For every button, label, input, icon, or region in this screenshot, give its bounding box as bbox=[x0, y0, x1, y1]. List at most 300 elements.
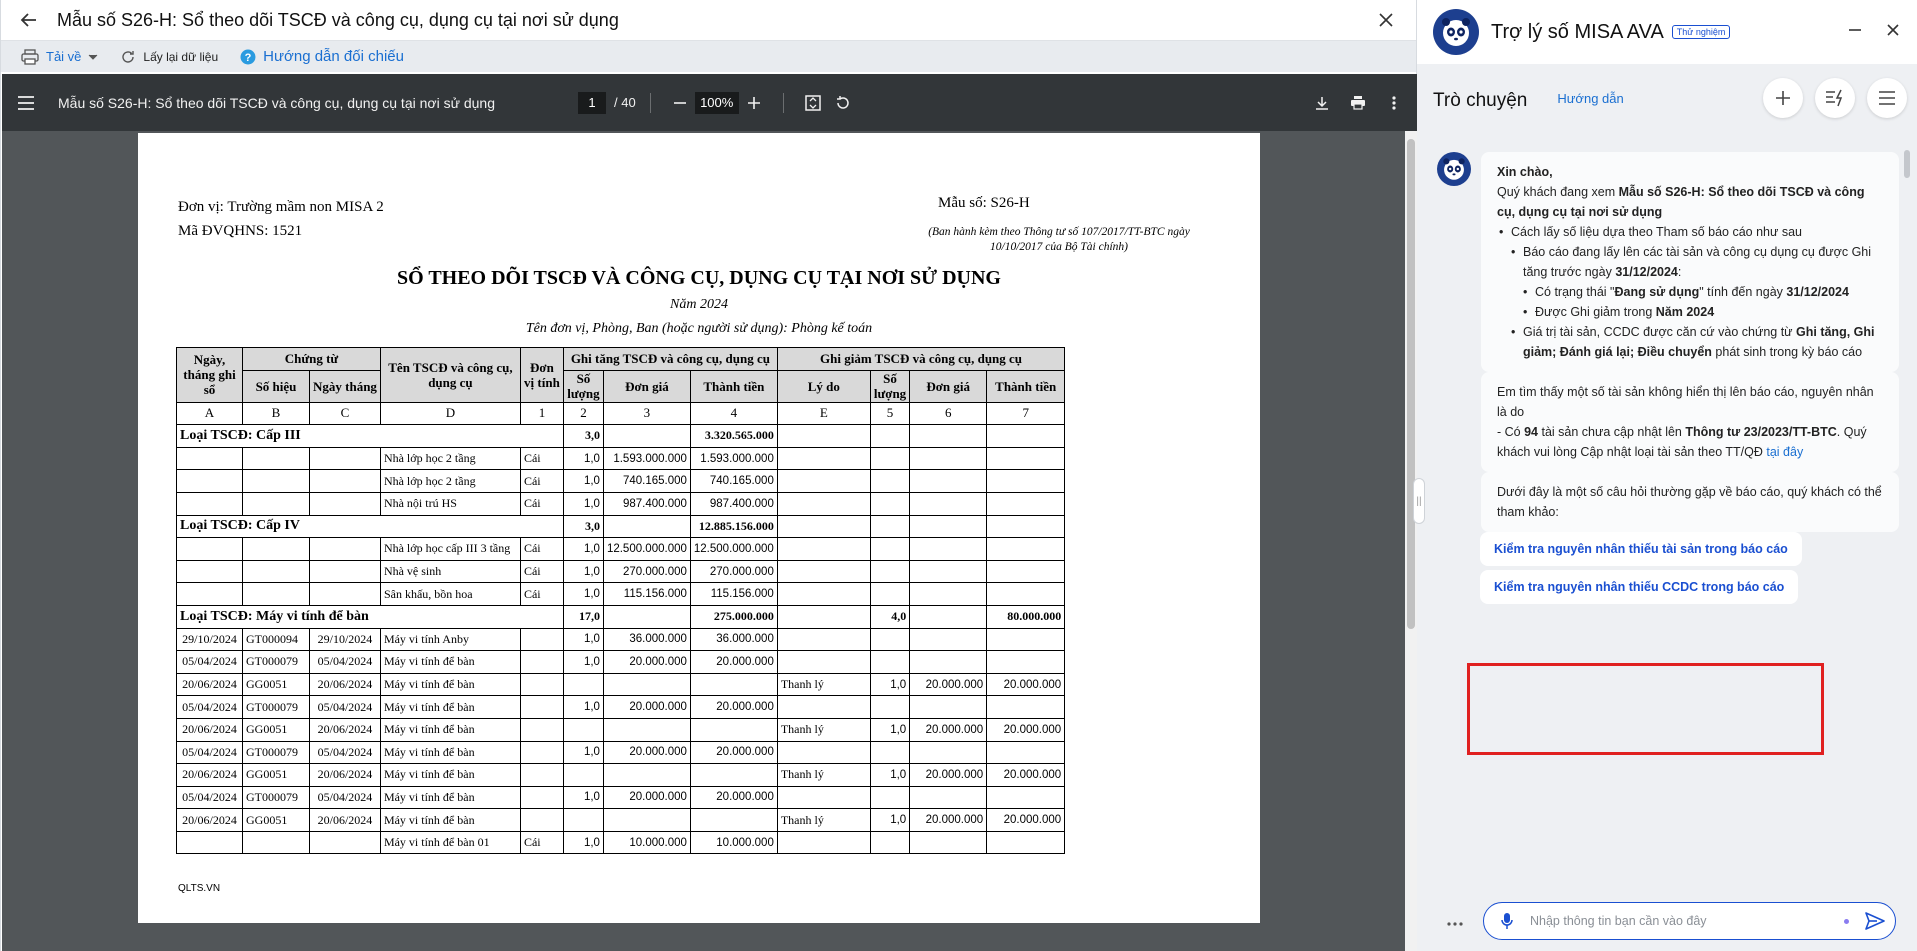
cell-inc-price: 1.593.000.000 bbox=[603, 447, 690, 470]
cell-inc-amount: 115.156.000 bbox=[690, 583, 777, 606]
column-code: 4 bbox=[690, 402, 777, 425]
faq-intro: Dưới đây là một số câu hỏi thường gặp về báo cáo, quý khách có thể tham khảo: bbox=[1497, 485, 1882, 519]
cell-inc-price bbox=[603, 605, 690, 628]
more-options-button[interactable] bbox=[1435, 904, 1475, 944]
cell-dec-qty bbox=[870, 696, 909, 719]
download-button[interactable] bbox=[21, 49, 98, 65]
form-note-line-1: (Ban hành kèm theo Thông tư số 107/2017/TT-BTC ngày bbox=[928, 226, 1190, 238]
cell-dec-amount bbox=[987, 651, 1065, 674]
title-bar bbox=[1, 0, 1416, 40]
column-code: 2 bbox=[563, 402, 603, 425]
cell-inc-price: 36.000.000 bbox=[603, 628, 690, 651]
cell-reason bbox=[777, 831, 870, 854]
cell-dec-amount bbox=[987, 470, 1065, 493]
col-header-dec-amount: Thành tiền bbox=[987, 370, 1065, 402]
cell-dec-qty bbox=[870, 492, 909, 515]
table-header-row bbox=[177, 348, 1065, 371]
cell-reason bbox=[777, 583, 870, 606]
column-code: 1 bbox=[520, 402, 563, 425]
cell-inc-amount bbox=[690, 718, 777, 741]
assistant-avatar bbox=[1433, 9, 1479, 55]
explanation-list bbox=[1497, 222, 1883, 362]
help-circle-icon bbox=[240, 49, 256, 65]
cell-date: 29/10/2024 bbox=[177, 628, 243, 651]
table-row bbox=[177, 492, 1065, 515]
cell-dec-price bbox=[910, 696, 987, 719]
cell-dec-amount bbox=[987, 538, 1065, 561]
cell-date bbox=[177, 470, 243, 493]
cell-voucher-date bbox=[310, 470, 381, 493]
cell-inc-price: 20.000.000 bbox=[603, 696, 690, 719]
cell-date: 20/06/2024 bbox=[177, 764, 243, 787]
cell-voucher-no bbox=[243, 492, 310, 515]
cell-voucher-date: 29/10/2024 bbox=[310, 628, 381, 651]
cell-date bbox=[177, 560, 243, 583]
cell-dec-qty: 4,0 bbox=[870, 605, 909, 628]
cell-inc-qty: 1,0 bbox=[563, 492, 603, 515]
page-total: / 40 bbox=[614, 95, 636, 110]
assistant-close-button[interactable] bbox=[1881, 18, 1905, 42]
cell-date: 20/06/2024 bbox=[177, 809, 243, 832]
list-item: • Có trạng thái "Đang sử dụng" tính đến ngày 31/12/2024 bbox=[1521, 282, 1883, 302]
cell-reason bbox=[777, 696, 870, 719]
chat-message-input[interactable] bbox=[1530, 914, 1830, 928]
cell-inc-qty: 1,0 bbox=[563, 696, 603, 719]
reload-data-label: Lấy lại dữ liệu bbox=[143, 49, 219, 64]
cell-inc-qty: 1,0 bbox=[563, 560, 603, 583]
col-header-unit: Đơn vị tính bbox=[520, 348, 563, 403]
col-header-voucher: Chứng từ bbox=[243, 348, 381, 371]
cell-inc-qty: 1,0 bbox=[563, 447, 603, 470]
cell-asset-name: Máy vi tính để bàn bbox=[380, 741, 520, 764]
column-code: 6 bbox=[910, 402, 987, 425]
download-icon bbox=[1315, 96, 1329, 110]
pdf-more-button[interactable] bbox=[1379, 88, 1409, 118]
cell-voucher-date bbox=[310, 447, 381, 470]
cell-dec-qty bbox=[870, 786, 909, 809]
assistant-header bbox=[1417, 0, 1917, 64]
list-bolt-icon bbox=[1825, 89, 1845, 107]
rotate-icon bbox=[835, 95, 851, 111]
pdf-scrollbar-thumb[interactable] bbox=[1407, 139, 1415, 629]
cell-unit bbox=[520, 764, 563, 787]
unit-line: Đơn vị: Trường mầm non MISA 2 bbox=[178, 199, 384, 215]
table-row bbox=[177, 651, 1065, 674]
cell-inc-price bbox=[603, 673, 690, 696]
col-header-decrease: Ghi giảm TSCĐ và công cụ, dụng cụ bbox=[777, 348, 1064, 371]
cell-inc-amount: 987.400.000 bbox=[690, 492, 777, 515]
quick-actions-button[interactable] bbox=[1815, 78, 1855, 118]
unit-code-line: Mã ĐVQHNS: 1521 bbox=[178, 223, 303, 239]
table-row bbox=[177, 809, 1065, 832]
rotate-button[interactable] bbox=[828, 88, 858, 118]
pdf-actions bbox=[1307, 74, 1409, 131]
cell-dec-price bbox=[910, 470, 987, 493]
cell-date: 20/06/2024 bbox=[177, 673, 243, 696]
column-code: D bbox=[380, 402, 520, 425]
cell-dec-price bbox=[910, 447, 987, 470]
bot-message bbox=[1481, 152, 1899, 372]
cell-inc-price: 20.000.000 bbox=[603, 786, 690, 809]
cell-dec-price bbox=[910, 741, 987, 764]
cell-dec-price bbox=[910, 425, 987, 448]
zoom-out-button[interactable] bbox=[665, 88, 695, 118]
cell-dec-qty bbox=[870, 651, 909, 674]
col-header-date: Ngày, tháng ghi sổ bbox=[177, 348, 243, 403]
cell-dec-amount bbox=[987, 786, 1065, 809]
cell-unit bbox=[520, 809, 563, 832]
cell-voucher-no: GT000079 bbox=[243, 741, 310, 764]
bot-message bbox=[1481, 372, 1899, 472]
cell-voucher-date: 20/06/2024 bbox=[310, 809, 381, 832]
cell-inc-qty: 1,0 bbox=[563, 628, 603, 651]
column-code: 3 bbox=[603, 402, 690, 425]
cell-unit: Cái bbox=[520, 538, 563, 561]
cell-asset-name: Máy vi tính Anby bbox=[380, 628, 520, 651]
assistant-panel bbox=[1417, 0, 1917, 951]
document-header-left bbox=[178, 195, 384, 243]
cell-voucher-no bbox=[243, 560, 310, 583]
cell-inc-amount: 12.500.000.000 bbox=[690, 538, 777, 561]
cell-inc-price: 20.000.000 bbox=[603, 741, 690, 764]
cell-inc-amount: 3.320.565.000 bbox=[690, 425, 777, 448]
cell-reason bbox=[777, 628, 870, 651]
cell-voucher-date bbox=[310, 560, 381, 583]
cell-reason bbox=[777, 447, 870, 470]
table-row bbox=[177, 673, 1065, 696]
cell-voucher-date bbox=[310, 538, 381, 561]
cell-inc-price bbox=[603, 425, 690, 448]
col-header-dec-price: Đơn giá bbox=[910, 370, 987, 402]
cell-dec-amount bbox=[987, 696, 1065, 719]
cell-reason: Thanh lý bbox=[777, 764, 870, 787]
cell-inc-amount: 20.000.000 bbox=[690, 786, 777, 809]
col-header-inc-qty: Số lượng bbox=[563, 370, 603, 402]
minimize-icon bbox=[1849, 29, 1861, 31]
group-label: Loại TSCĐ: Máy vi tính để bàn bbox=[177, 605, 564, 628]
cell-dec-amount bbox=[987, 492, 1065, 515]
cell-voucher-no bbox=[243, 583, 310, 606]
cell-asset-name: Máy vi tính để bàn bbox=[380, 718, 520, 741]
cell-reason bbox=[777, 492, 870, 515]
document-unit-name: Tên đơn vị, Phòng, Ban (hoặc người sử dụng): Phòng kế toán bbox=[525, 321, 873, 336]
list-item: • Báo cáo đang lấy lên các tài sản và công cụ dụng cụ được Ghi tăng trước ngày 31/12/2024: bbox=[1509, 242, 1883, 282]
greeting-text: Xin chào, bbox=[1497, 165, 1553, 179]
cell-unit bbox=[520, 651, 563, 674]
panda-bot-icon bbox=[1439, 15, 1473, 49]
cell-inc-qty: 17,0 bbox=[563, 605, 603, 628]
pdf-scrollbar[interactable] bbox=[1405, 131, 1417, 951]
col-header-voucher-date: Ngày tháng bbox=[310, 370, 381, 402]
cell-inc-qty: 1,0 bbox=[563, 651, 603, 674]
column-code: A bbox=[177, 402, 243, 425]
new-chat-button[interactable] bbox=[1763, 78, 1803, 118]
cell-reason bbox=[777, 605, 870, 628]
cell-inc-amount: 740.165.000 bbox=[690, 470, 777, 493]
cell-inc-price bbox=[603, 809, 690, 832]
cell-voucher-date: 05/04/2024 bbox=[310, 696, 381, 719]
report-toolbar bbox=[1, 40, 1416, 72]
cell-unit bbox=[520, 628, 563, 651]
cell-inc-amount: 270.000.000 bbox=[690, 560, 777, 583]
cell-voucher-date: 05/04/2024 bbox=[310, 651, 381, 674]
chat-header bbox=[1417, 64, 1917, 138]
cell-dec-price bbox=[910, 651, 987, 674]
cell-unit bbox=[520, 786, 563, 809]
table-row bbox=[177, 447, 1065, 470]
table-row bbox=[177, 831, 1065, 854]
cell-dec-price: 20.000.000 bbox=[910, 809, 987, 832]
cell-dec-qty bbox=[870, 447, 909, 470]
cell-inc-price bbox=[603, 764, 690, 787]
cell-reason: Thanh lý bbox=[777, 718, 870, 741]
suggested-question-missing-tools[interactable]: Kiểm tra nguyên nhân thiếu CCDC trong báo cáo bbox=[1480, 570, 1798, 604]
cell-dec-qty: 1,0 bbox=[870, 764, 909, 787]
cell-reason bbox=[777, 538, 870, 561]
print-icon bbox=[1350, 95, 1366, 110]
send-button[interactable] bbox=[1865, 911, 1885, 934]
cell-dec-qty bbox=[870, 831, 909, 854]
cell-voucher-no bbox=[243, 470, 310, 493]
cell-reason: Thanh lý bbox=[777, 809, 870, 832]
cell-voucher-date: 05/04/2024 bbox=[310, 786, 381, 809]
assistant-window-actions bbox=[1843, 18, 1905, 42]
cell-unit bbox=[520, 696, 563, 719]
pdf-pager bbox=[578, 92, 636, 114]
close-icon bbox=[1887, 24, 1899, 36]
column-code: B bbox=[243, 402, 310, 425]
cell-asset-name: Máy vi tính để bàn bbox=[380, 764, 520, 787]
col-header-asset-name: Tên TSCĐ và công cụ, dụng cụ bbox=[380, 348, 520, 403]
printer-icon bbox=[21, 49, 39, 65]
cell-unit: Cái bbox=[520, 447, 563, 470]
list-item: • Giá trị tài sản, CCDC được căn cứ vào chứng từ Ghi tăng, Ghi giảm; Đánh giá lại; Điều chuyển phát sinh trong kỳ báo cáo bbox=[1509, 322, 1883, 362]
cell-date bbox=[177, 492, 243, 515]
document-title: SỔ THEO DÕI TSCĐ VÀ CÔNG CỤ, DỤNG CỤ TẠI NƠI SỬ DỤNG bbox=[397, 267, 1001, 289]
col-header-inc-price: Đơn giá bbox=[603, 370, 690, 402]
fit-page-icon bbox=[805, 95, 821, 111]
cell-inc-price: 20.000.000 bbox=[603, 651, 690, 674]
cell-voucher-no: GT000079 bbox=[243, 786, 310, 809]
page-number-input[interactable] bbox=[578, 92, 606, 114]
cell-asset-name: Máy vi tính để bàn bbox=[380, 786, 520, 809]
cell-dec-qty bbox=[870, 628, 909, 651]
list-item: • Được Ghi giảm trong Năm 2024 bbox=[1521, 302, 1883, 322]
cell-voucher-no: GG0051 bbox=[243, 764, 310, 787]
cell-inc-qty bbox=[563, 673, 603, 696]
cell-inc-qty: 1,0 bbox=[563, 538, 603, 561]
cell-dec-price: 20.000.000 bbox=[910, 718, 987, 741]
cell-inc-amount: 36.000.000 bbox=[690, 628, 777, 651]
cell-dec-qty bbox=[870, 425, 909, 448]
cell-inc-qty bbox=[563, 718, 603, 741]
cell-dec-amount bbox=[987, 831, 1065, 854]
table-row bbox=[177, 718, 1065, 741]
back-button[interactable] bbox=[15, 6, 43, 34]
col-header-reason: Lý do bbox=[777, 370, 870, 402]
chat-scrollbar-thumb[interactable] bbox=[1904, 150, 1910, 178]
cell-dec-amount: 80.000.000 bbox=[987, 605, 1065, 628]
cell-dec-amount: 20.000.000 bbox=[987, 673, 1065, 696]
chat-actions bbox=[1763, 78, 1907, 118]
zoom-in-button[interactable] bbox=[739, 88, 769, 118]
pdf-title: Mẫu số S26-H: Sổ theo dõi TSCĐ và công cụ, dụng cụ tại nơi sử dụng bbox=[58, 94, 495, 111]
cell-inc-price: 987.400.000 bbox=[603, 492, 690, 515]
col-header-dec-qty: Số lượng bbox=[870, 370, 909, 402]
cell-inc-price bbox=[603, 515, 690, 538]
cell-dec-amount: 20.000.000 bbox=[987, 718, 1065, 741]
cell-unit bbox=[520, 673, 563, 696]
cell-dec-price bbox=[910, 786, 987, 809]
cell-voucher-date bbox=[310, 492, 381, 515]
cell-dec-price bbox=[910, 560, 987, 583]
cell-voucher-date: 20/06/2024 bbox=[310, 764, 381, 787]
cell-inc-qty: 1,0 bbox=[563, 831, 603, 854]
cell-dec-price bbox=[910, 628, 987, 651]
cell-dec-qty: 1,0 bbox=[870, 718, 909, 741]
form-note-line-2: 10/10/2017 của Bộ Tài chính) bbox=[990, 241, 1128, 253]
cell-dec-price bbox=[910, 583, 987, 606]
cell-dec-qty: 1,0 bbox=[870, 809, 909, 832]
minimize-button[interactable] bbox=[1843, 18, 1867, 42]
cell-asset-name: Máy vi tính để bàn bbox=[380, 809, 520, 832]
cell-voucher-date: 20/06/2024 bbox=[310, 718, 381, 741]
cell-dec-qty bbox=[870, 741, 909, 764]
cell-inc-qty: 1,0 bbox=[563, 741, 603, 764]
table-body bbox=[177, 402, 1065, 854]
cell-inc-qty: 1,0 bbox=[563, 470, 603, 493]
column-code: C bbox=[310, 402, 381, 425]
close-button[interactable] bbox=[1372, 6, 1400, 34]
cell-inc-qty bbox=[563, 809, 603, 832]
pdf-toolbar bbox=[2, 74, 1417, 131]
pdf-print-button[interactable] bbox=[1343, 88, 1373, 118]
reconcile-guide-button[interactable] bbox=[240, 48, 404, 65]
cell-reason bbox=[777, 515, 870, 538]
table-row bbox=[177, 696, 1065, 719]
cell-asset-name: Máy vi tính để bàn bbox=[380, 696, 520, 719]
cell-voucher-no: GT000079 bbox=[243, 696, 310, 719]
cell-inc-amount: 1.593.000.000 bbox=[690, 447, 777, 470]
chat-messages bbox=[1417, 138, 1917, 888]
form-note bbox=[904, 225, 1214, 255]
toolbar-divider bbox=[650, 93, 651, 113]
cell-date: 05/04/2024 bbox=[177, 696, 243, 719]
cell-inc-qty: 1,0 bbox=[563, 583, 603, 606]
cell-dec-amount bbox=[987, 447, 1065, 470]
document-year: Năm 2024 bbox=[670, 297, 728, 312]
cell-dec-amount bbox=[987, 741, 1065, 764]
chat-input-box bbox=[1483, 902, 1896, 940]
more-horizontal-icon bbox=[1447, 922, 1463, 926]
fit-page-button[interactable] bbox=[798, 88, 828, 118]
panel-resize-handle[interactable]: || bbox=[1413, 478, 1425, 524]
asset-ledger-table bbox=[176, 347, 1065, 854]
form-number: Mẫu số: S26-H bbox=[938, 195, 1030, 211]
column-code: E bbox=[777, 402, 870, 425]
cell-asset-name: Máy vi tính để bàn bbox=[380, 673, 520, 696]
bot-message bbox=[1481, 472, 1899, 532]
cell-reason bbox=[777, 651, 870, 674]
cell-asset-name: Nhà nội trú HS bbox=[380, 492, 520, 515]
cell-voucher-no bbox=[243, 538, 310, 561]
cell-asset-name: Máy vi tính để bàn bbox=[380, 651, 520, 674]
cell-unit bbox=[520, 741, 563, 764]
cell-dec-qty bbox=[870, 538, 909, 561]
cell-voucher-date bbox=[310, 583, 381, 606]
table-subheader-row bbox=[177, 370, 1065, 402]
update-asset-type-link[interactable]: tại đây bbox=[1766, 445, 1804, 459]
cell-inc-qty: 3,0 bbox=[563, 425, 603, 448]
cell-voucher-date bbox=[310, 831, 381, 854]
chat-scrollbar[interactable] bbox=[1901, 138, 1913, 948]
cell-voucher-no bbox=[243, 447, 310, 470]
pdf-menu-button[interactable] bbox=[2, 96, 50, 110]
minus-icon bbox=[674, 102, 686, 104]
cell-date: 20/06/2024 bbox=[177, 718, 243, 741]
table-row bbox=[177, 628, 1065, 651]
cell-asset-name: Nhà lớp học 2 tầng bbox=[380, 447, 520, 470]
table-row bbox=[177, 470, 1065, 493]
cell-dec-price bbox=[910, 605, 987, 628]
group-label: Loại TSCĐ: Cấp IV bbox=[177, 515, 564, 538]
cell-dec-amount bbox=[987, 515, 1065, 538]
chat-guide-link[interactable]: Hướng dẫn bbox=[1557, 90, 1624, 106]
cell-inc-price: 115.156.000 bbox=[603, 583, 690, 606]
cell-reason bbox=[777, 560, 870, 583]
cell-inc-amount bbox=[690, 809, 777, 832]
col-header-voucher-no: Số hiệu bbox=[243, 370, 310, 402]
cell-inc-amount: 20.000.000 bbox=[690, 651, 777, 674]
svg-text:?: ? bbox=[244, 51, 252, 64]
reload-data-button[interactable] bbox=[120, 49, 218, 65]
cell-date: 05/04/2024 bbox=[177, 741, 243, 764]
chevron-down-icon bbox=[88, 54, 98, 60]
cell-dec-amount bbox=[987, 583, 1065, 606]
pdf-download-button[interactable] bbox=[1307, 88, 1337, 118]
cell-inc-qty: 3,0 bbox=[563, 515, 603, 538]
table-row bbox=[177, 786, 1065, 809]
cell-asset-name: Nhà vệ sinh bbox=[380, 560, 520, 583]
cell-date: 05/04/2024 bbox=[177, 786, 243, 809]
cell-dec-qty: 1,0 bbox=[870, 673, 909, 696]
table-row bbox=[177, 741, 1065, 764]
cell-reason bbox=[777, 786, 870, 809]
suggested-question-missing-assets[interactable]: Kiểm tra nguyên nhân thiếu tài sản trong báo cáo bbox=[1480, 532, 1802, 566]
cell-unit: Cái bbox=[520, 470, 563, 493]
cell-voucher-no: GT000079 bbox=[243, 651, 310, 674]
cell-inc-amount: 10.000.000 bbox=[690, 831, 777, 854]
chat-menu-button[interactable] bbox=[1867, 78, 1907, 118]
table-row bbox=[177, 560, 1065, 583]
cell-inc-amount bbox=[690, 673, 777, 696]
pdf-canvas bbox=[2, 131, 1405, 951]
assistant-title: Trợ lý số MISA AVA bbox=[1491, 20, 1664, 43]
cell-dec-amount bbox=[987, 628, 1065, 651]
cell-dec-qty bbox=[870, 560, 909, 583]
cell-inc-price: 10.000.000 bbox=[603, 831, 690, 854]
voice-input-button[interactable] bbox=[1492, 912, 1522, 930]
cell-inc-amount: 20.000.000 bbox=[690, 696, 777, 719]
cell-voucher-no: GG0051 bbox=[243, 673, 310, 696]
zoom-level[interactable]: 100% bbox=[695, 92, 739, 114]
cell-reason bbox=[777, 470, 870, 493]
missing-assets-intro: Em tìm thấy một số tài sản không hiển thị lên báo cáo, nguyên nhân là do bbox=[1497, 385, 1874, 419]
microphone-icon bbox=[1501, 912, 1513, 930]
cell-inc-qty bbox=[563, 764, 603, 787]
hamburger-menu-icon bbox=[1879, 91, 1895, 105]
cell-dec-price: 20.000.000 bbox=[910, 673, 987, 696]
